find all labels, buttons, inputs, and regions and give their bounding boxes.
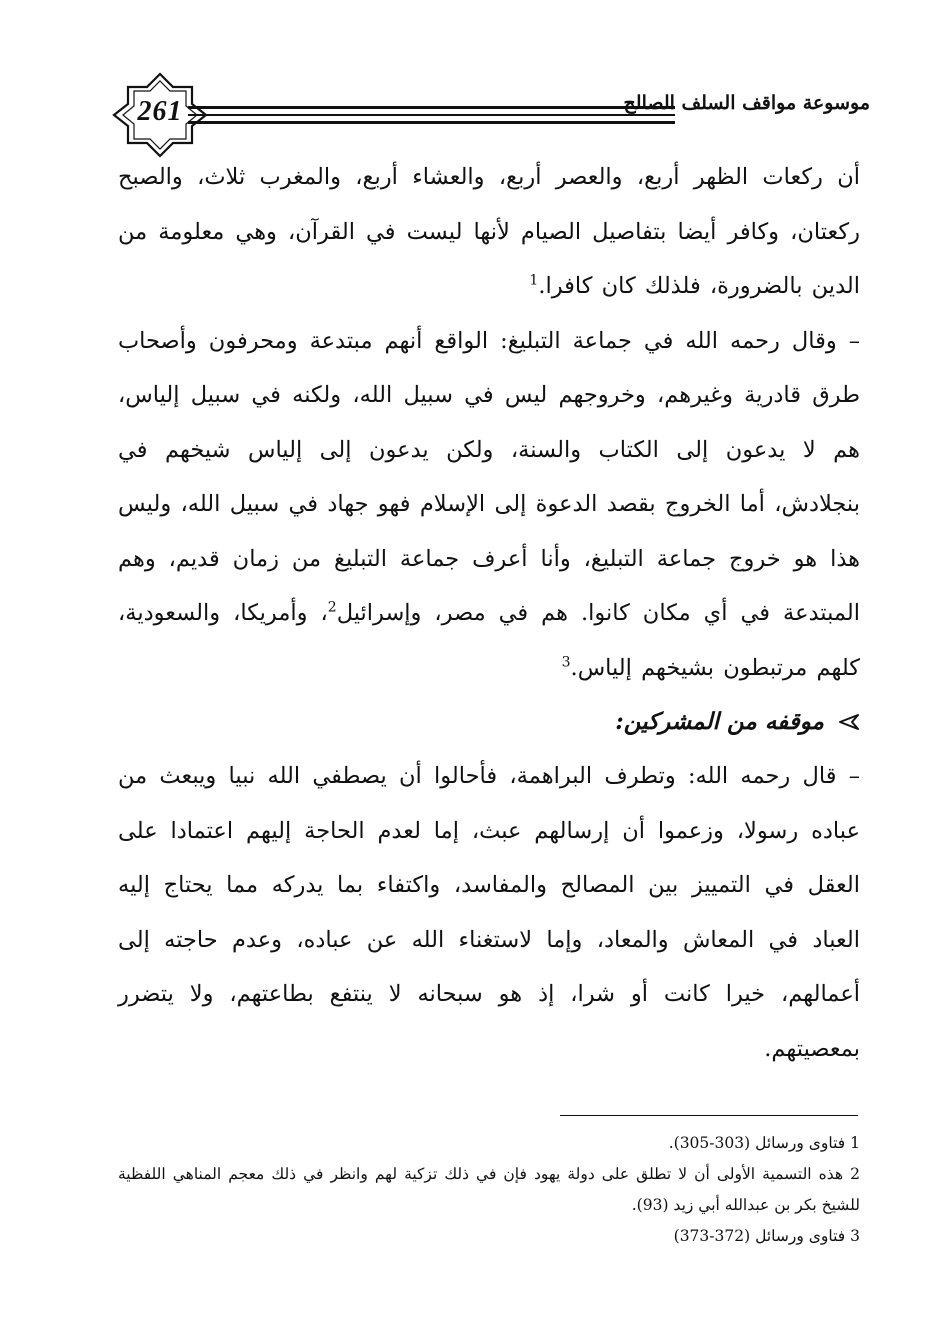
footnote-number: 1: [850, 1134, 860, 1152]
paragraph-text: – قال رحمه الله: وتطرف البراهمة، فأحالوا أن يصطفي الله نبيا ويبعث من عباده رسولا، وزعموا أن إرسالهم عبث، إما لعدم الحاجة إليهم اعتمادا على العقل في التمييز بين المصالح والمفاسد، واكتفاء بما يدركه مما يحتاج إليه العباد في المعاش والمعاد، وإما لاستغناء الله عن عباده، وعدم حاجته إلى أعمالهم، خيرا كانت أو شرا، إذ هو سبحانه لا ينتفع بطاعتهم، ولا يتضرر بمعصيتهم.: [118, 763, 860, 1062]
footnote-ref: 2: [327, 599, 337, 616]
paragraph: [118, 314, 860, 696]
footnote-number: 2: [850, 1165, 860, 1183]
footnotes: [118, 1128, 860, 1252]
footnote-text: فتاوى ورسائل (303-305).: [668, 1134, 846, 1152]
series-title: موسوعة مواقف السلف الصالح: [623, 92, 870, 114]
footnote-text: هذه التسمية الأولى أن لا تطلق على دولة يهود فإن في ذلك تزكية لهم وانظر في ذلك معجم المناهي اللفظية للشيخ بكر بن عبدالله أبي زيد (93).: [118, 1165, 860, 1214]
page-body: [118, 150, 860, 1076]
section-heading: [118, 695, 860, 749]
footnote-ref: 1: [529, 272, 539, 289]
page-header: [110, 70, 870, 160]
footnote: [118, 1128, 860, 1159]
paragraph: [118, 150, 860, 314]
footnote: [118, 1159, 860, 1221]
footnote-ref: 3: [561, 654, 571, 670]
section-heading-text: موقفه من المشركين:: [615, 708, 824, 735]
footnote: [118, 1221, 860, 1252]
arrow-bullet-icon: [838, 713, 860, 731]
paragraph: [118, 749, 860, 1076]
footnote-number: 3: [850, 1227, 860, 1245]
paragraph-text: – وقال رحمه الله في جماعة التبليغ: الواقع أنهم مبتدعة ومحرفون وأصحاب طرق قادرية وغيرهم، وخروجهم ليس في سبيل الله، ولكنه في سبيل إلياس، هم لا يدعون إلى الكتاب والسنة، ولكن يدعون إلى إلياس شيخهم في بنجلادش، أما الخروج بقصد الدعوة إلى الإسلام فهو جهاد في سبيل الله، وليس هذا هو خروج جماعة التبليغ، وأنا أعرف جماعة التبليغ من زمان قديم، وهم المبتدعة في أي مكان كانوا. هم في مصر، وإسرائيل: [118, 327, 860, 626]
header-rule: [188, 114, 675, 116]
page-number: 261: [137, 96, 183, 127]
paragraph-text: ، وأمريكا، والسعودية، كلهم مرتبطون بشيخهم إلياس.: [118, 600, 860, 681]
header-rule: [188, 121, 675, 124]
header-rule: [188, 106, 675, 109]
paragraph-text: أن ركعات الظهر أربع، والعصر أربع، والعشاء أربع، والمغرب ثلاث، والصبح ركعتان، وكافر أيضا بتفاصيل الصيام لأنها ليست في القرآن، وهي معلومة من الدين بالضرورة، فلذلك كان كافرا.: [118, 164, 860, 299]
footnote-separator: [560, 1115, 858, 1116]
footnote-text: فتاوى ورسائل (372-373): [673, 1227, 846, 1245]
